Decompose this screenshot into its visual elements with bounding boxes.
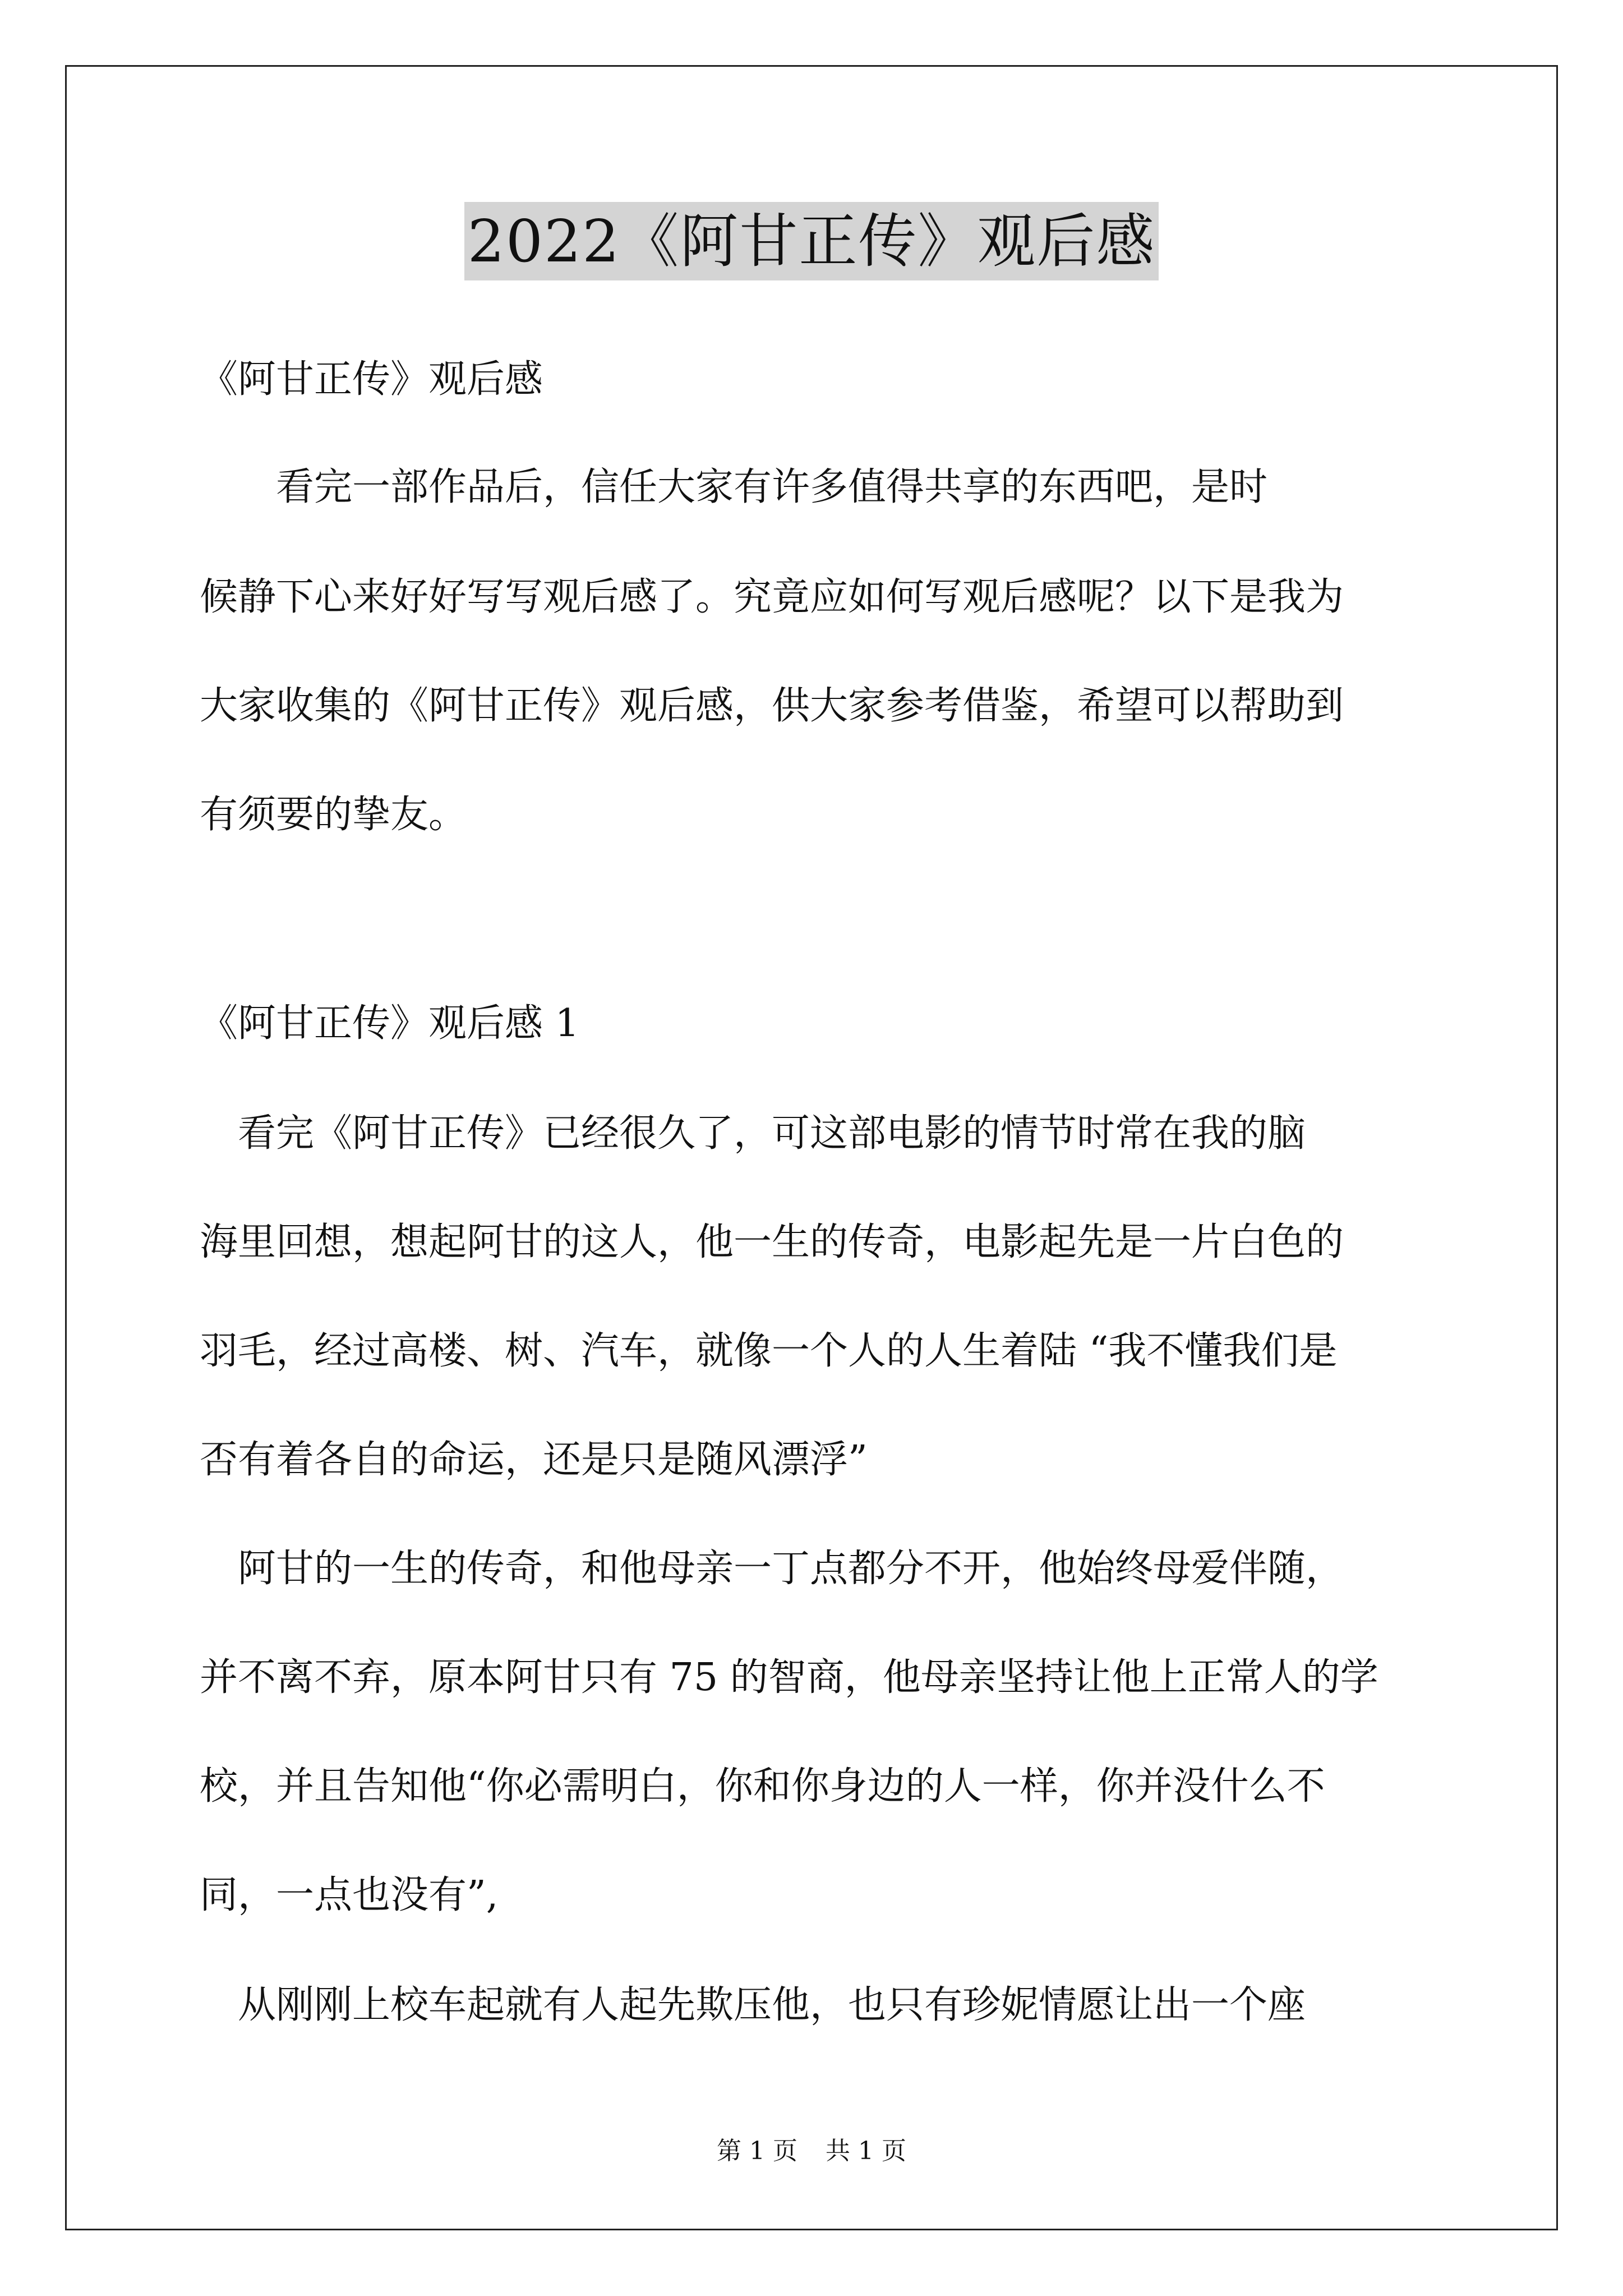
body-line: 从刚刚上校车起就有人起先欺压他，也只有珍妮情愿让出一个座 [200, 1983, 1306, 2027]
body-line: 同，一点也没有”, [200, 1873, 499, 1917]
title-container [0, 202, 1623, 280]
body-line: 看完《阿甘正传》已经很久了，可这部电影的情节时常在我的脑 [200, 1111, 1306, 1156]
body-line: 并不离不弃，原本阿甘只有 75 的智商，他母亲坚持让他上正常人的学 [200, 1655, 1378, 1700]
body-line: 校，并且告知他“你必需明白，你和你身边的人一样，你并没什么不 [200, 1764, 1325, 1809]
section-heading: 《阿甘正传》观后感 1 [200, 1001, 579, 1046]
document-title: 2022《阿甘正传》观后感 [464, 202, 1159, 280]
intro-line: 候静下心来好好写写观后感了。究竟应如何写观后感呢？以下是我为 [200, 575, 1344, 619]
body-line: 羽毛，经过高楼、树、汽车，就像一个人的人生着陆 “我不懂我们是 [200, 1329, 1338, 1373]
subtitle-heading: 《阿甘正传》观后感 [200, 357, 543, 402]
page-number: 第 1 页 [717, 2137, 797, 2165]
intro-line: 大家收集的《阿甘正传》观后感，供大家参考借鉴，希望可以帮助到 [200, 684, 1344, 728]
body-line: 否有着各自的命运，还是只是随风漂浮” [200, 1438, 868, 1482]
body-line: 阿甘的一生的传奇，和他母亲一丁点都分不开，他始终母爱伴随， [200, 1547, 1344, 1591]
intro-line: 有须要的挚友。 [200, 793, 467, 837]
body-line: 海里回想，想起阿甘的这人，他一生的传奇，电影起先是一片白色的 [200, 1220, 1344, 1264]
page-total: 共 1 页 [826, 2137, 906, 2165]
intro-line: 看完一部作品后，信任大家有许多值得共享的东西吧，是时 [200, 465, 1268, 509]
page-footer [0, 2134, 1623, 2168]
